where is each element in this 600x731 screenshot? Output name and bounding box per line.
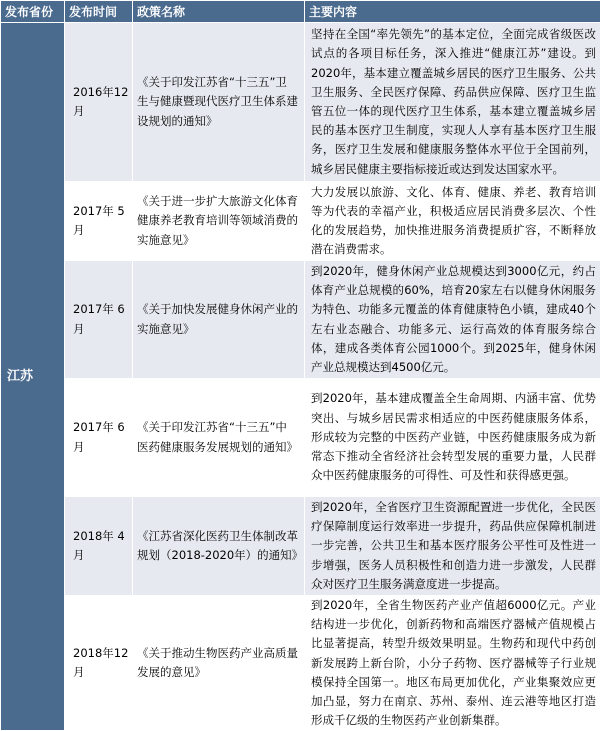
header-policy-name: 政策名称: [133, 1, 305, 23]
content-cell: 到2020年，全省医疗卫生资源配置进一步优化，全民医疗保障制度运行效率进一步提升，药品供应保障机制进一步完善，公共卫生和基本医疗服务公平性可及性进一步增强，医务人员积极性和创造力进一步激发，人民群众对医疗卫生服务满意度进一步提高。: [305, 497, 600, 596]
table-row: [1, 379, 600, 497]
policy-title-cell: 《关于印发江苏省“十三五”中医药健康服务发展规划的通知》: [133, 379, 305, 497]
province-cell: 江苏: [1, 23, 65, 731]
date-cell: 2018年12月: [65, 596, 133, 731]
date-cell: 2017年 6月: [65, 261, 133, 379]
header-main-content: 主要内容: [305, 1, 600, 23]
date-cell: 2017年 5月: [65, 182, 133, 261]
policy-title-cell: 《关于进一步扩大旅游文化体育健康养老教育培训等领域消费的实施意见》: [133, 182, 305, 261]
policy-title-cell: 《关于推动生物医药产业高质量发展的意见》: [133, 596, 305, 731]
header-date: 发布时间: [65, 1, 133, 23]
date-cell: 2018年 4月: [65, 497, 133, 596]
header-province: 发布省份: [1, 1, 65, 23]
content-cell: 到2020年，基本建成覆盖全生命周期、内涵丰富、优势突出、与城乡居民需求相适应的中医药健康服务体系，形成较为完整的中医药产业链，中医药健康服务成为新常态下推动全省经济社会转型发展的重要力量，人民群众中医药健康服务的可得性、可及性和获得感更强。: [305, 379, 600, 497]
table-row: [1, 497, 600, 596]
content-cell: 大力发展以旅游、文化、体育、健康、养老、教育培训等为代表的幸福产业，积极适应居民消费多层次、个性化的发展趋势，加快推进服务消费提质扩容，不断释放潜在消费需求。: [305, 182, 600, 261]
table-row: [1, 261, 600, 379]
date-cell: 2016年12月: [65, 23, 133, 182]
table-row: [1, 596, 600, 731]
policy-title-cell: 《关于印发江苏省“十三五”卫生与健康暨现代医疗卫生体系建设规划的通知》: [133, 23, 305, 182]
table-row: [1, 23, 600, 182]
date-cell: 2017年 6月: [65, 379, 133, 497]
content-cell: 到2020年，健身休闲产业总规模达到3000亿元，约占体育产业总规模的60%，培育20家左右以健身休闲服务为特色、功能多元覆盖的体育健康特色小镇，建成40个左右业态融合、功能多元、运行高效的体育服务综合体，建成各类体育公园1000个。到2025年，健身休闲产业总规模达到4500亿元。: [305, 261, 600, 379]
policy-title-cell: 《关于加快发展健身休闲产业的实施意见》: [133, 261, 305, 379]
content-cell: 到2020年，全省生物医药产业产值超6000亿元。产业结构进一步优化，创新药物和高端医疗器械产值规模占比显著提高，转型升级效果明显。生物药和现代中药创新发展跨上新台阶，小分子药物、医疗器械等子行业规模保持全国第一。地区布局更加优化，产业集聚效应更加凸显，努力在南京、苏州、泰州、连云港等地区打造形成千亿级的生物医药产业创新集群。: [305, 596, 600, 731]
table-row: [1, 182, 600, 261]
header-row: [1, 1, 600, 23]
content-cell: 坚持在全国“率先领先”的基本定位，全面完成省级医改试点的各项目标任务，深入推进“健康江苏”建设。到2020年，基本建立覆盖城乡居民的医疗卫生服务、公共卫生服务、全民医疗保障、药品供应保障、医疗卫生监管五位一体的现代医疗卫生体系，基本建立覆盖城乡居民的基本医疗卫生制度，实现人人享有基本医疗卫生服务，医疗卫生发展和健康服务整体水平位于全国前列，城乡居民健康主要指标接近或达到发达国家水平。: [305, 23, 600, 182]
policy-title-cell: 《江苏省深化医药卫生体制改革规划（2018-2020年）的通知》: [133, 497, 305, 596]
